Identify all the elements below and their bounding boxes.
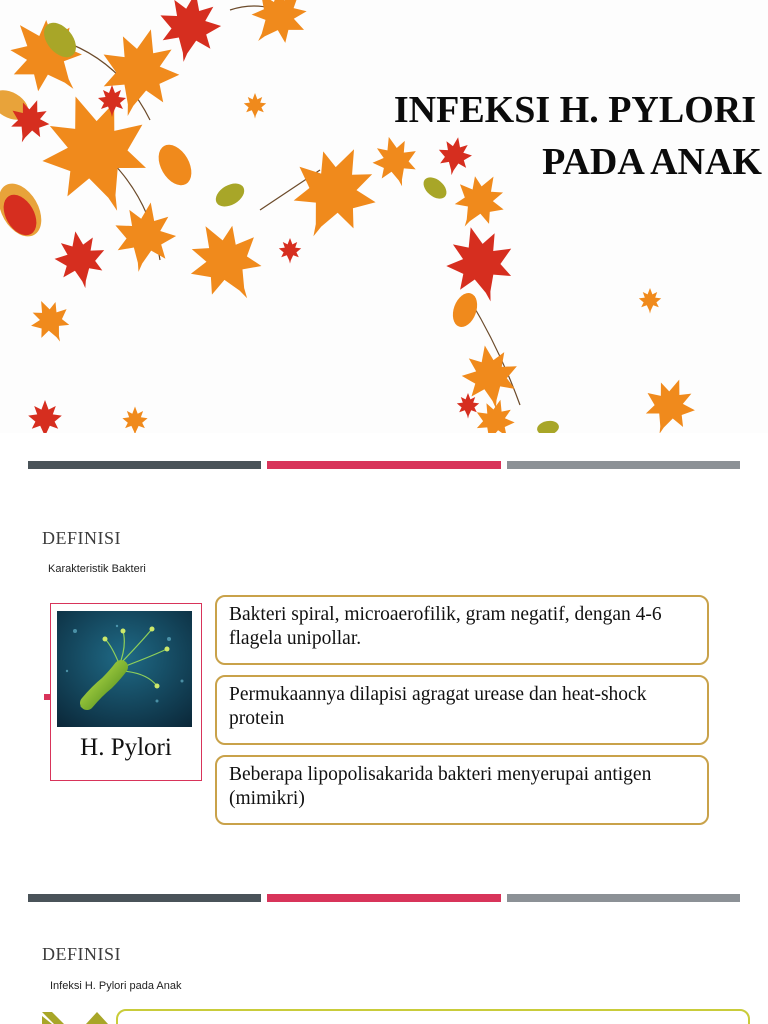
characteristic-box-2 [215, 675, 709, 745]
h-pylori-image [57, 611, 192, 727]
title-line-1: INFEKSI H. PYLORI [393, 89, 756, 131]
slide-subheading: Karakteristik Bakteri [48, 563, 146, 575]
divider-bar-gray [507, 461, 740, 469]
definition-box [116, 1009, 750, 1024]
divider-bar-accent [267, 461, 500, 469]
section-divider [28, 461, 740, 469]
divider-bar-dark [28, 894, 261, 902]
slide-heading: DEFINISI [42, 944, 121, 964]
characteristic-text-3: Beberapa lipopolisakarida bakteri menyerupai antigen (mimikri) [229, 764, 652, 809]
title-line-2: PADA ANAK [542, 141, 762, 183]
bacteria-image-card [50, 603, 202, 781]
characteristic-box-1 [215, 595, 709, 665]
title-slide [0, 0, 768, 433]
characteristic-text-2: Permukaannya dilapisi agragat urease dan heat-shock protein [229, 684, 647, 729]
image-caption: H. Pylori [80, 734, 172, 761]
slide-heading: DEFINISI [42, 528, 121, 548]
section-divider [28, 894, 740, 902]
slide-subheading: Infeksi H. Pylori pada Anak [50, 980, 182, 992]
chevron-arrows-icon [42, 1012, 112, 1024]
divider-bar-accent [267, 894, 500, 902]
divider-bar-dark [28, 461, 261, 469]
divider-bar-gray [507, 894, 740, 902]
characteristic-box-3 [215, 755, 709, 825]
characteristic-text-1: Bakteri spiral, microaerofilik, gram negatif, dengan 4-6 flagela unipollar. [229, 604, 662, 649]
slide-title [322, 84, 762, 188]
autumn-leaves-decoration [0, 0, 768, 433]
